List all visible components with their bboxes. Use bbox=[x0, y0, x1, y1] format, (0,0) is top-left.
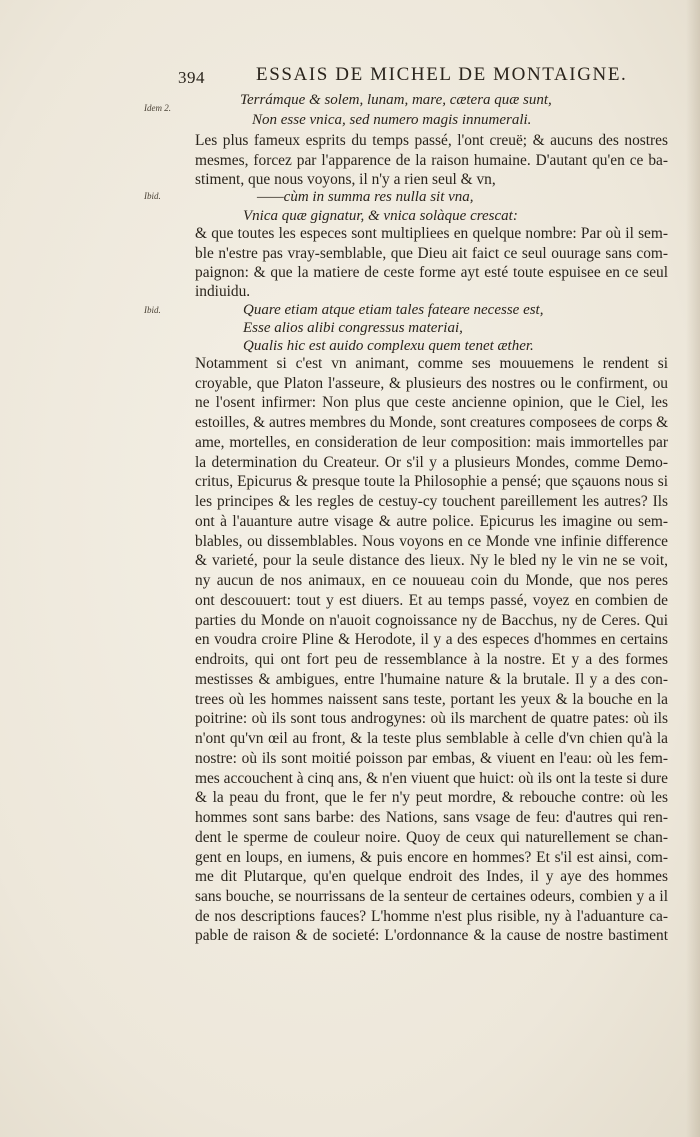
text-line: croyable, que Platon l'asseure, & plusieurs des nostres ou le confirment, ou bbox=[195, 375, 668, 392]
text-line: mestisses & ambigues, entre l'humaine nature & la brutale. Il y a des con- bbox=[195, 671, 668, 688]
text-line: endroits, qui ont fort peu de ressemblance à la nostre. Et y a des formes bbox=[195, 651, 668, 668]
text-line: & varieté, pour la seule distance des lieux. Ny le bled ny le vin ne se voit, bbox=[195, 552, 668, 569]
text-line: ny aucun de nos animaux, en ce nouueau coin du Monde, que nos peres bbox=[195, 572, 668, 589]
text-line: ble n'estre pas vray-semblable, que Dieu ait faict ce seul ouurage sans com- bbox=[195, 245, 668, 262]
text-line: Notamment si c'est vn animant, comme ses mouuemens le rendent si bbox=[195, 355, 668, 372]
text-line: sans bouche, se nourrissans de la senteur de certaines odeurs, combien y a il bbox=[195, 888, 668, 905]
text-line: parties du Monde on n'auoit cognoissance ny de Bacchus, ny de Ceres. Qui bbox=[195, 612, 668, 629]
verse-line: ——cùm in summa res nulla sit vna, bbox=[257, 189, 474, 205]
text-line: blables, ou dissemblables. Nous voyons en ce Monde vne infinie difference bbox=[195, 533, 668, 550]
text-line: indiuidu. bbox=[195, 283, 251, 300]
margin-note: Idem 2. bbox=[144, 103, 171, 113]
text-line: critus, Epicurus & presque toute la Philosophie a pensé; que sçauons nous si bbox=[195, 473, 668, 490]
text-line: hommes sont sans barbe: des Nations, sans vsage de feu: d'autres qui ren- bbox=[195, 809, 668, 826]
page-header bbox=[178, 64, 638, 90]
text-line: trees où les hommes naissent sans teste, portant les yeux & la bouche en la bbox=[195, 691, 668, 708]
text-line: pable de raison & de societé: L'ordonnance & la cause de nostre bastiment bbox=[195, 927, 668, 944]
page-number: 394 bbox=[178, 68, 205, 87]
text-line: mesmes, forcez par l'apparence de la raison humaine. D'autant qu'en ce ba- bbox=[195, 152, 668, 169]
text-line: n'ont qu'vn œil au front, & la teste plus semblable à celle d'vn chien qu'à la bbox=[195, 730, 668, 747]
text-line: poitrine: où ils sont tous androgynes: où ils marchent de quatre pates: où ils bbox=[195, 710, 668, 727]
verse-line: Quare etiam atque etiam tales fateare necesse est, bbox=[243, 302, 544, 318]
text-line: & la peau du front, que le fer n'y peut mordre, & rebouche contre: où les bbox=[195, 789, 668, 806]
text-line: dent le sperme de couleur noire. Quoy de ceux qui naturellement se chan- bbox=[195, 829, 668, 846]
text-line: en voudra croire Pline & Herodote, il y a des especes d'hommes en certains bbox=[195, 631, 668, 648]
margin-note: Ibid. bbox=[144, 191, 161, 201]
running-title: ESSAIS DE MICHEL DE MONTAIGNE. bbox=[256, 64, 628, 85]
verse-line: Qualis hic est auido complexu quem tenet æther. bbox=[243, 338, 534, 354]
text-line: ame, mortelles, en consideration de leur composition: mais immortelles par bbox=[195, 434, 668, 451]
text-line: stiment, que nous voyons, il n'y a rien seul & vn, bbox=[195, 171, 496, 188]
page-gutter-shadow bbox=[686, 0, 700, 1137]
text-line: ont à l'auanture autre visage & autre police. Epicurus les imagine ou sem- bbox=[195, 513, 668, 530]
verse-line: Non esse vnica, sed numero magis innumerali. bbox=[252, 112, 532, 128]
verse-line: Terrámque & solem, lunam, mare, cætera quæ sunt, bbox=[240, 92, 552, 108]
text-line: nostre: où ils sont moitié poisson par embas, & viuent en l'eau: où les fem- bbox=[195, 750, 668, 767]
verse-line: Vnica quæ gignatur, & vnica solàque crescat: bbox=[243, 208, 518, 224]
text-line: ne l'osent infirmer: Non plus que ceste ancienne opinion, que le Ciel, les bbox=[195, 394, 668, 411]
text-line: la determination du Createur. Or s'il y a plusieurs Mondes, comme Demo- bbox=[195, 454, 668, 471]
text-line: me dit Plutarque, qu'en quelque endroit des Indes, il y aye des hommes bbox=[195, 868, 668, 885]
text-line: estoilles, & autres membres du Monde, sont creatures composees de corps & bbox=[195, 414, 669, 431]
text-line: gent en loups, en iumens, & puis encore en hommes? Et s'il est ainsi, com- bbox=[195, 849, 668, 866]
text-line: paignon: & que la matiere de ceste forme ayt esté toute espuisee en ce seul bbox=[195, 264, 668, 281]
verse-line: Esse alios alibi congressus materiai, bbox=[243, 320, 463, 336]
text-line: ont descouuert: tout y est diuers. Et au temps passé, voyez en combien de bbox=[195, 592, 668, 609]
text-line: Les plus fameux esprits du temps passé, l'ont creuë; & aucuns des nostres bbox=[195, 132, 668, 149]
text-line: & que toutes les especes sont multipliees en quelque nombre: Par où il sem- bbox=[195, 225, 668, 242]
text-line: les principes & les regles de cestuy-cy touchent pareillement les autres? Ils bbox=[195, 493, 668, 510]
text-line: mes accouchent à cinq ans, & n'en viuent que huict: où ils ont la teste si dure bbox=[195, 770, 668, 787]
text-line: de nos descriptions fauces? L'homme n'est plus risible, ny à l'aduanture ca- bbox=[195, 908, 668, 925]
margin-note: Ibid. bbox=[144, 305, 161, 315]
